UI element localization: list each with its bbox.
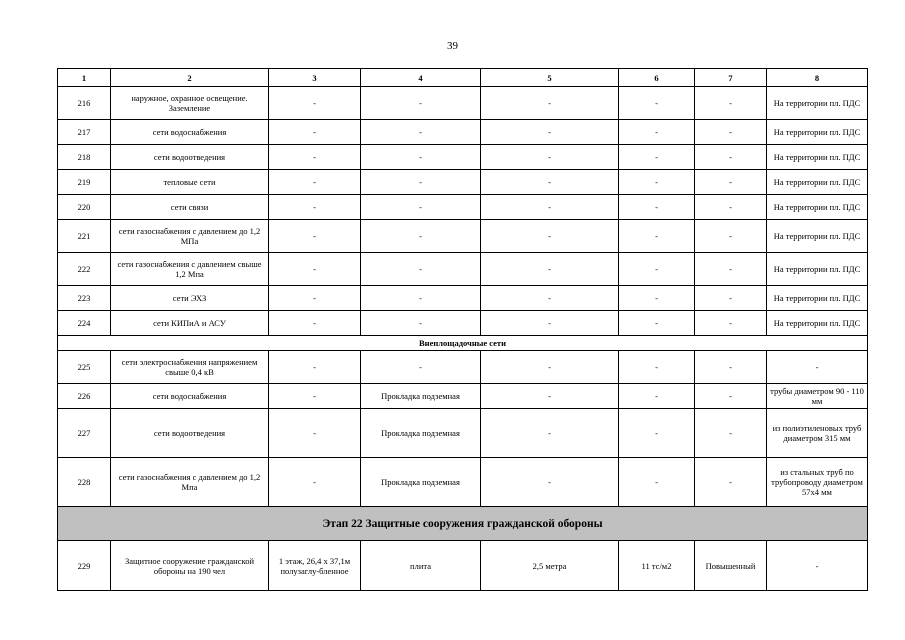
table-cell: - [619,120,695,145]
table-cell: 224 [58,311,111,336]
column-header: 7 [695,69,767,87]
table-cell: 228 [58,458,111,507]
table-cell: 220 [58,195,111,220]
table-cell: - [269,409,361,458]
table-cell: 221 [58,220,111,253]
table-cell: - [695,351,767,384]
table-cell: 218 [58,145,111,170]
table-cell: сети водоснабжения [111,384,269,409]
table-cell: - [361,145,481,170]
table-cell: Прокладка подземная [361,409,481,458]
table-cell: - [481,120,619,145]
table-cell: На территории пл. ПДС [767,120,868,145]
table-cell: - [619,145,695,170]
table-cell: - [695,120,767,145]
table-cell: - [619,170,695,195]
table-cell: 217 [58,120,111,145]
table-cell: - [361,253,481,286]
table-cell: - [619,87,695,120]
table-cell: На территории пл. ПДС [767,286,868,311]
table-row [58,409,868,458]
table-cell: - [361,195,481,220]
table-cell: 2,5 метра [481,541,619,591]
table-cell: - [481,409,619,458]
table-cell: сети связи [111,195,269,220]
table-cell: - [269,220,361,253]
column-header: 8 [767,69,868,87]
table-cell: 222 [58,253,111,286]
table-cell: трубы диаметром 90 - 110 мм [767,384,868,409]
table-cell: - [269,311,361,336]
header-row [58,69,868,87]
column-header: 5 [481,69,619,87]
table-cell: Прокладка подземная [361,458,481,507]
table-cell: 216 [58,87,111,120]
column-header: 3 [269,69,361,87]
table-row [58,311,868,336]
table-cell: - [695,409,767,458]
table-cell: 226 [58,384,111,409]
table-row [58,145,868,170]
table-cell: - [619,195,695,220]
table-cell: - [619,286,695,311]
table-cell: - [619,253,695,286]
table-cell: - [269,253,361,286]
table-cell: - [481,384,619,409]
table-cell: На территории пл. ПДС [767,87,868,120]
page-number: 39 [447,40,458,52]
table-cell: - [695,311,767,336]
table-cell: сети КИПиА и АСУ [111,311,269,336]
table-row [58,195,868,220]
table-cell: - [619,220,695,253]
table-cell: - [767,541,868,591]
table-row [58,170,868,195]
table-cell: - [619,351,695,384]
table-cell: 11 тс/м2 [619,541,695,591]
table-cell: - [361,170,481,195]
table-cell: - [269,351,361,384]
table-cell: Прокладка подземная [361,384,481,409]
table-cell: 227 [58,409,111,458]
section-title [58,336,868,351]
table-cell: - [361,351,481,384]
table-row [58,384,868,409]
table-cell: - [481,170,619,195]
table-cell: - [619,384,695,409]
column-header: 6 [619,69,695,87]
table-cell: - [619,458,695,507]
table-row [58,286,868,311]
table-cell: 219 [58,170,111,195]
table-cell: - [361,220,481,253]
table-cell: - [619,409,695,458]
table-cell: из стальных труб по трубопроводу диаметром 57х4 мм [767,458,868,507]
table-cell: сети водоотведения [111,409,269,458]
table-cell: - [695,458,767,507]
table-cell: - [269,120,361,145]
table-cell: - [481,145,619,170]
table-cell: - [695,87,767,120]
table-cell: сети ЭХЗ [111,286,269,311]
table-cell: - [481,311,619,336]
table-row [58,120,868,145]
column-header: 1 [58,69,111,87]
table-cell: - [481,253,619,286]
table-row [58,351,868,384]
section-title-cell: Внеплощадочные сети [58,336,868,351]
table-cell: наружное, охранное освещение. Заземление [111,87,269,120]
column-header: 4 [361,69,481,87]
table-cell: - [695,253,767,286]
table-cell: - [269,384,361,409]
table-cell: плита [361,541,481,591]
table-cell: сети газоснабжения с давлением свыше 1,2 Мпа [111,253,269,286]
table-cell: На территории пл. ПДС [767,311,868,336]
table-cell: 229 [58,541,111,591]
table-cell: - [695,145,767,170]
table-cell: - [767,351,868,384]
table-cell: - [361,120,481,145]
table-cell: тепловые сети [111,170,269,195]
column-header: 2 [111,69,269,87]
table-cell: сети электроснабжения напряжением свыше 0,4 кВ [111,351,269,384]
table-cell: - [269,87,361,120]
table-row [58,220,868,253]
table-row [58,458,868,507]
table-cell: - [269,195,361,220]
table-cell: - [361,87,481,120]
table-cell: - [695,384,767,409]
table-cell: 225 [58,351,111,384]
table-cell: 1 этаж, 26,4 х 37,1м полузаглу-бленное [269,541,361,591]
table-cell: На территории пл. ПДС [767,253,868,286]
table-cell: сети водоотведения [111,145,269,170]
table-cell: - [481,220,619,253]
table-cell: - [695,286,767,311]
table-cell: - [695,170,767,195]
table-cell: На территории пл. ПДС [767,195,868,220]
table-cell: На территории пл. ПДС [767,170,868,195]
table-cell: сети газоснабжения с давлением до 1,2 Мпа [111,458,269,507]
table-cell: - [481,458,619,507]
table-cell: На территории пл. ПДС [767,145,868,170]
table-cell: - [695,195,767,220]
table-cell: - [481,195,619,220]
table-cell: - [695,220,767,253]
table-cell: На территории пл. ПДС [767,220,868,253]
table-cell: - [481,351,619,384]
table-cell: - [269,170,361,195]
stage-title [58,507,868,541]
table-cell: - [269,458,361,507]
table-row [58,87,868,120]
table-cell: - [269,145,361,170]
table-cell: из полиэтиленовых труб диаметром 315 мм [767,409,868,458]
table-cell: - [269,286,361,311]
table-row [58,541,868,591]
table-cell: - [481,87,619,120]
data-table [57,68,868,591]
table-cell: Повышенный [695,541,767,591]
table-cell: сети газоснабжения с давлением до 1,2 МПа [111,220,269,253]
table-cell: Защитное сооружение гражданской обороны на 190 чел [111,541,269,591]
table-cell: 223 [58,286,111,311]
table-row [58,253,868,286]
table-cell: - [481,286,619,311]
table-cell: - [361,311,481,336]
table-cell: сети водоснабжения [111,120,269,145]
stage-title-cell: Этап 22 Защитные сооружения гражданской обороны [58,507,868,541]
table-cell: - [619,311,695,336]
table-cell: - [361,286,481,311]
